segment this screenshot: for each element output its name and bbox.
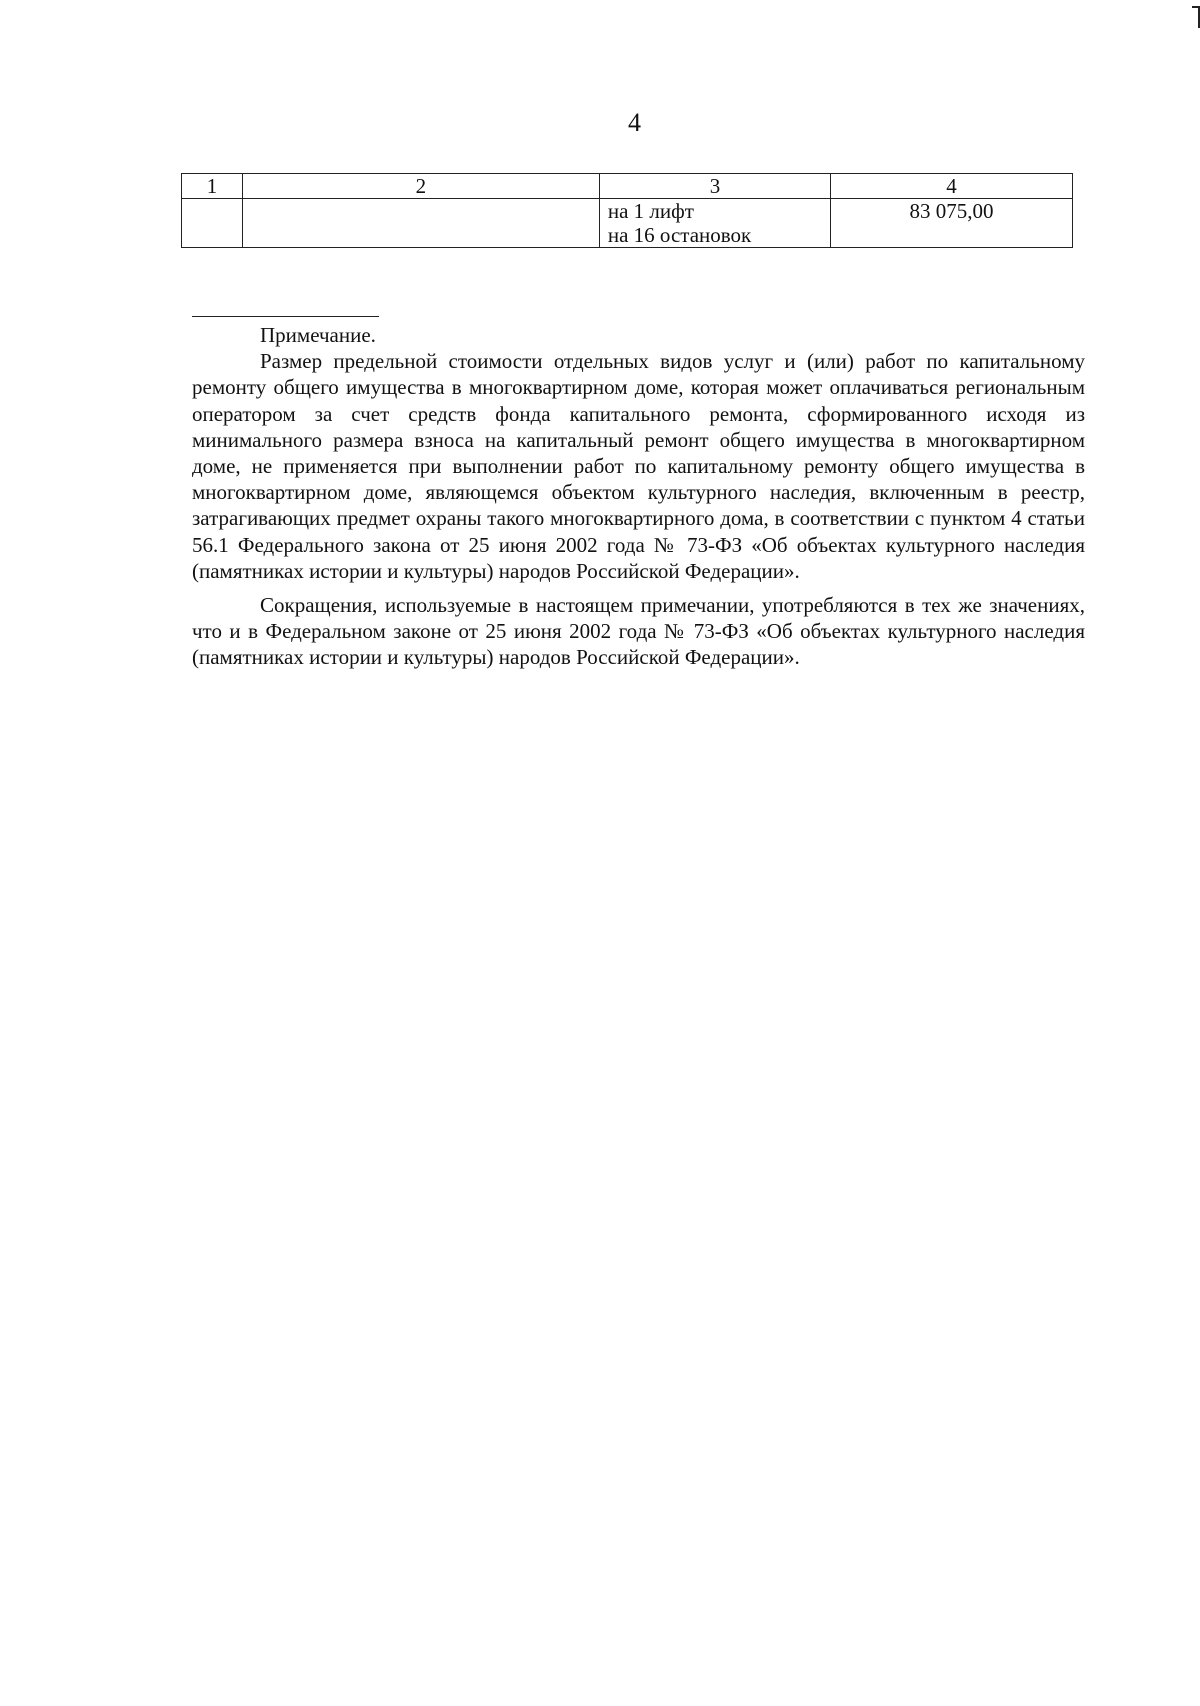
page-number: 4	[628, 108, 641, 137]
table-header-cell-4: 4	[831, 174, 1073, 199]
unit-line-2: на 16 остановок	[607, 223, 752, 247]
scan-corner-mark	[1192, 6, 1200, 28]
table-cell-description	[242, 199, 599, 248]
table-header-row	[182, 174, 1073, 199]
note-heading: Примечание.	[260, 323, 376, 347]
data-table	[181, 173, 1073, 248]
unit-line-1: на 1 лифт	[607, 199, 694, 223]
note-paragraph-2: Сокращения, используемые в настоящем примечании, употребляются в тех же значениях, что и в Федеральном законе от 25 июня 2002 года № 73-ФЗ «Об объектах культурного наследия (памятниках истории и культуры) народов Российской Федерации».	[192, 593, 1085, 670]
table-header-cell-3: 3	[599, 174, 830, 199]
table-cell-unit	[599, 199, 830, 248]
table-header-cell-1: 1	[182, 174, 243, 199]
table-row	[182, 199, 1073, 248]
table-cell-number	[182, 199, 243, 248]
table-header-cell-2: 2	[242, 174, 599, 199]
note-paragraph-1: Размер предельной стоимости отдельных видов услуг и (или) работ по капитальному ремонту общего имущества в многоквартирном доме, которая может оплачиваться региональным оператором за счет средств фонда капитального ремонта, сформированного исходя из минимального размера взноса на капитальный ремонт общего имущества в многоквартирном доме, не применяется при выполнении работ по капитальному ремонту общего имущества в многоквартирном доме, являющемся объектом культурного наследия, включенным в реестр, затрагивающих предмет охраны такого многоквартирного дома, в соответствии с пунктом 4 статьи 56.1 Федерального закона от 25 июня 2002 года № 73-ФЗ «Об объектах культурного наследия (памятниках истории и культуры) народов Российской Федерации».	[192, 349, 1085, 583]
note-section	[192, 322, 1085, 671]
table-cell-amount: 83 075,00	[831, 199, 1073, 248]
footnote-divider	[192, 316, 379, 317]
